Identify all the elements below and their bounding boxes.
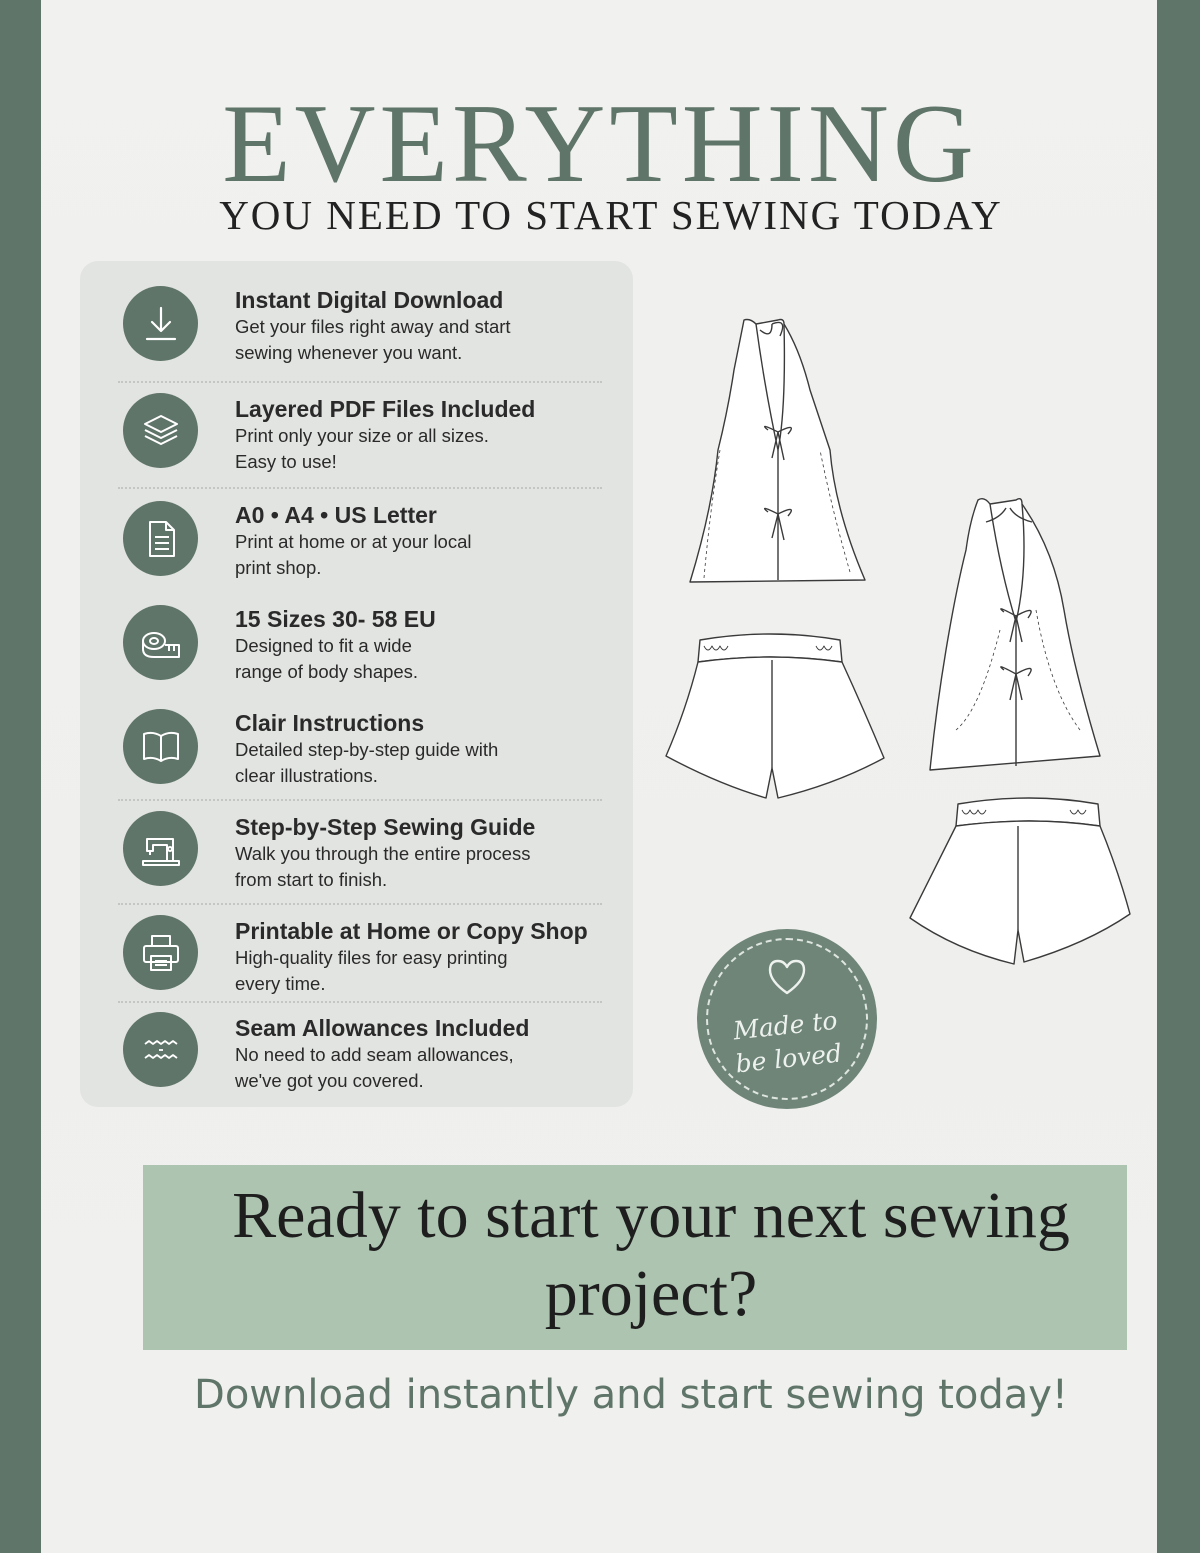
cta-headline [143,1177,1159,1333]
feature-desc-line2: range of body shapes. [235,661,419,682]
features-panel [80,261,633,1107]
sewing-machine-icon [123,811,198,886]
printer-icon [123,915,198,990]
feature-title: Instant Digital Download [235,287,504,313]
seam-waves-icon [123,1012,198,1087]
feature-desc-line1: Get your files right away and start [235,316,511,337]
feature-desc-line1: Walk you through the entire process [235,843,531,864]
halter-top-front-illustration [690,320,865,583]
feature-desc-line1: Designed to fit a wide [235,635,412,656]
feature-title: Seam Allowances Included [235,1015,530,1041]
measuring-tape-icon [123,605,198,680]
feature-desc-line2: Easy to use! [235,451,337,472]
headline-title: EVERYTHING [222,82,978,206]
feature-desc-line1: Print at home or at your local [235,531,472,552]
feature-desc-line1: No need to add seam allowances, [235,1044,514,1065]
divider [118,381,602,383]
feature-title: Layered PDF Files Included [235,396,536,422]
halter-top-back-illustration [930,499,1100,770]
feature-desc-line2: from start to finish. [235,869,388,890]
feature-desc-line1: High-quality files for easy printing [235,947,508,968]
feature-desc-line2: we've got you covered. [235,1070,424,1091]
feature-desc-line2: clear illustrations. [235,765,378,786]
feature-title: A0 • A4 • US Letter [235,502,437,528]
cta-line2: project? [544,1257,758,1330]
feature-desc-line1: Detailed step-by-step guide with [235,739,499,760]
feature-desc-line2: sewing whenever you want. [235,342,463,363]
badge-text-line1: Made to [731,1005,839,1046]
feature-title: Step-by-Step Sewing Guide [235,814,536,840]
document-icon [123,501,198,576]
made-to-be-loved-badge [697,929,877,1109]
download-tagline: Download instantly and start sewing today! [194,1372,1068,1418]
open-book-icon [123,709,198,784]
garment-illustrations [660,310,1140,980]
feature-title: Clair Instructions [235,710,425,736]
heart-icon [766,957,808,997]
headline-subtitle: YOU NEED TO START SEWING TODAY [219,192,1003,238]
cta-line1: Ready to start your next sewing [232,1179,1070,1252]
feature-desc-line1: Print only your size or all sizes. [235,425,489,446]
divider [118,799,602,801]
feature-desc-line2: every time. [235,973,326,994]
feature-title: 15 Sizes 30- 58 EU [235,606,436,632]
divider [118,487,602,489]
layers-icon [123,393,198,468]
divider [118,1001,602,1003]
feature-title: Printable at Home or Copy Shop [235,918,588,944]
feature-desc-line2: print shop. [235,557,322,578]
shorts-front-illustration [666,634,884,798]
download-icon [123,286,198,361]
divider [118,903,602,905]
badge-text-line2: be loved [734,1038,844,1079]
shorts-back-illustration [910,798,1130,964]
